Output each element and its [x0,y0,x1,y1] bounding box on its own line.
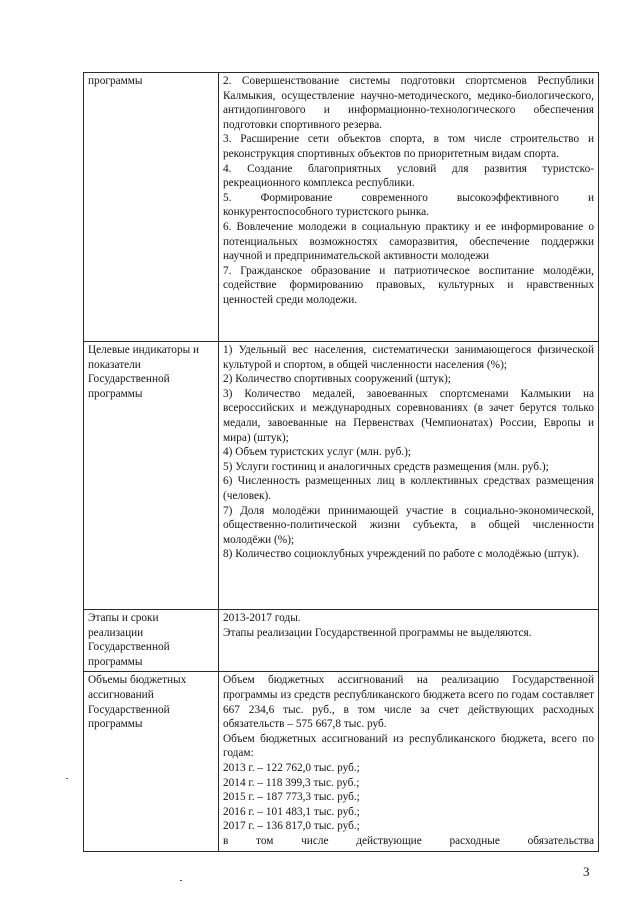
paragraph: 4. Создание благоприятных условий для развития туристско-рекреационного комплекса республики. [223,162,594,190]
table-row [84,73,599,342]
paragraph: 3. Расширение сети объектов спорта, в том числе строительство и реконструкция спортивных объектов по приоритетным видам спорта. [223,133,594,160]
paragraph: 4) Объем туристских услуг (млн. руб.); [223,446,412,459]
paragraph: 6. Вовлечение молодежи в социальную практику и ее информирование о потенциальных возможностях саморазвития, обеспечение поддержки научной и предпринимательской активности молодежи [223,220,594,263]
paragraph: 2015 г. – 187 773,3 тыс. руб.; [223,791,360,804]
paragraph: 2013 г. – 122 762,0 тыс. руб.; [223,761,360,774]
paragraph: 6) Численность размещенных лиц в коллективных средствах размещения (человек). [223,475,594,502]
paragraph: 5. Формирование современного высокоэффективного и конкурентоспособного туристского рынка. [223,191,594,219]
row-content [219,672,599,851]
table-row [84,672,599,851]
row-label: Объемы бюджетных ассигнований Государственной программы [84,672,219,851]
table-row [84,610,599,672]
row-content [219,73,599,342]
scan-speck [180,880,182,881]
row-label: Этапы и сроки реализации Государственной программы [84,610,219,672]
paragraph: 7) Доля молодёжи принимающей участие в социально-экономической, общественно-политической жизни субъекта, в общей численности молодёжи (%); [223,504,594,546]
paragraph: в том числе действующие расходные обязательства [223,834,594,847]
paragraph: Этапы реализации Государственной программы не выделяются. [223,626,532,639]
page-number: 3 [583,864,590,879]
paragraph: Объем бюджетных ассигнований из республиканского бюджета, всего по годам: [223,732,594,760]
paragraph: 2017 г. – 136 817,0 тыс. руб.; [223,820,360,833]
row-content [219,610,599,672]
paragraph: 2014 г. – 118 399,3 тыс. руб.; [223,776,360,789]
paragraph: Объем бюджетных ассигнований на реализацию Государственной программы из средств республиканского бюджета всего по годам составляет 667 234,6 тыс. руб., в том числе за счет действующих расходных обязательств – 575 667,8 тыс. руб. [223,674,594,731]
paragraph: 8) Количество социоклубных учреждений по работе с молодёжью (штук). [223,548,580,561]
scan-speck [66,778,68,779]
paragraph: 5) Услуги гостиниц и аналогичных средств размещения (млн. руб.); [223,460,549,473]
paragraph: 3) Количество медалей, завоеванных спортсменами Калмыкии на всероссийских и международных соревнованиях (в зачет берутся только медали, завоеванные на Первенствах (Чемпионатах) России, Европы и мира) (штук); [223,387,594,444]
paragraph: 2. Совершенствование системы подготовки спортсменов Республики Калмыкия, осуществление научно-методического, медико-биологического, антидопингового и информационно-технологического обеспечения подготовки спортивного резерва. [223,75,594,131]
paragraph: 7. Гражданское образование и патриотическое воспитание молодёжи, содействие формированию правовых, культурных и нравственных ценностей среди молодежи. [223,264,594,306]
row-label: программы [84,73,219,342]
paragraph: 2016 г. – 101 483,1 тыс. руб.; [223,805,360,818]
row-label: Целевые индикаторы и показатели Государственной программы [84,342,219,610]
program-passport-table [83,72,599,852]
paragraph: 2) Количество спортивных сооружений (штук); [223,373,451,386]
paragraph: 1) Удельный вес населения, систематически занимающегося физической культурой и спортом, в общей численности населения (%); [223,344,594,371]
table-row [84,342,599,610]
row-content [219,342,599,610]
paragraph: 2013-2017 годы. [223,612,301,624]
